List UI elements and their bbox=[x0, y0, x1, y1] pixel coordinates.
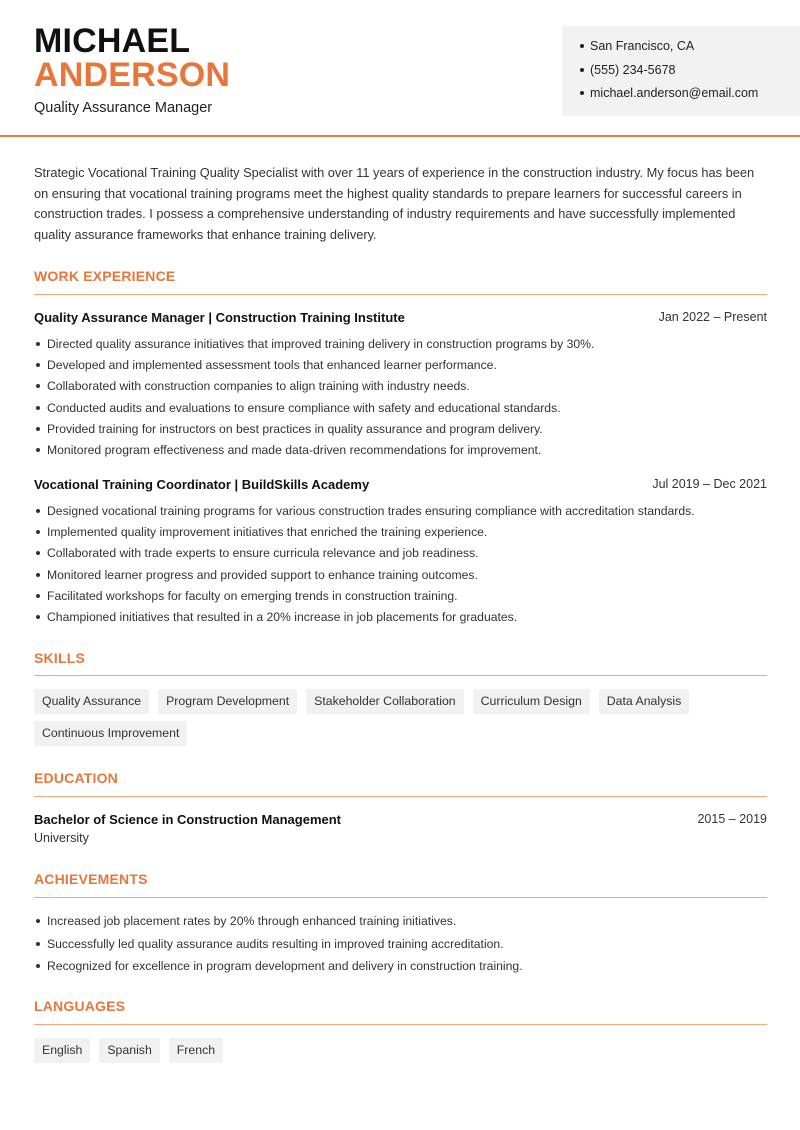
language-chip: French bbox=[169, 1038, 223, 1063]
language-chip: Spanish bbox=[99, 1038, 159, 1063]
job-bullets bbox=[34, 503, 767, 630]
section-title-education: EDUCATION bbox=[34, 770, 118, 786]
list-item: Facilitated workshops for faculty on emerging trends in construction training. bbox=[34, 588, 767, 609]
job-header bbox=[34, 310, 767, 325]
profile-summary: Strategic Vocational Training Quality Specialist with over 11 years of experience in the construction industry. My focus has been on ensuring that vocational training programs meet the highest quality standards to prepare learners for successful careers in construction trades. I possess a comprehensive understanding of industry requirements and have successfully implemented quality assurance frameworks that enhance training delivery. bbox=[34, 165, 755, 242]
list-item: Recognized for excellence in program development and delivery in construction training. bbox=[34, 958, 767, 981]
resume-header bbox=[0, 0, 800, 137]
skill-chip: Data Analysis bbox=[599, 689, 690, 714]
job-bullets bbox=[34, 336, 767, 463]
list-item: Collaborated with construction companies to align training with industry needs. bbox=[34, 378, 767, 399]
list-item: Implemented quality improvement initiatives that enriched the training experience. bbox=[34, 524, 767, 545]
skill-chip: Curriculum Design bbox=[473, 689, 590, 714]
languages-list bbox=[34, 1038, 767, 1063]
contact-location: San Francisco, CA bbox=[580, 38, 800, 62]
last-name: ANDERSON bbox=[34, 56, 231, 94]
skill-chip: Program Development bbox=[158, 689, 297, 714]
section-divider bbox=[34, 675, 767, 676]
education-degree: Bachelor of Science in Construction Management bbox=[34, 812, 341, 827]
job-role: Vocational Training Coordinator | BuildSkills Academy bbox=[34, 477, 370, 492]
section-title-achievements: ACHIEVEMENTS bbox=[34, 871, 148, 887]
education-school: University bbox=[34, 831, 89, 845]
section-divider bbox=[34, 294, 767, 295]
job-header bbox=[34, 477, 767, 492]
list-item: Successfully led quality assurance audits resulting in improved training accreditation. bbox=[34, 936, 767, 959]
section-divider bbox=[34, 796, 767, 797]
section-title-work: WORK EXPERIENCE bbox=[34, 268, 176, 284]
list-item: Provided training for instructors on best practices in quality assurance and program delivery. bbox=[34, 421, 767, 442]
list-item: Directed quality assurance initiatives that improved training delivery in construction programs by 30%. bbox=[34, 336, 767, 357]
job-role: Quality Assurance Manager | Construction Training Institute bbox=[34, 310, 405, 325]
section-divider bbox=[34, 1024, 767, 1025]
section-title-languages: LANGUAGES bbox=[34, 998, 126, 1014]
skill-chip: Quality Assurance bbox=[34, 689, 149, 714]
education-dates: 2015 – 2019 bbox=[697, 812, 767, 826]
list-item: Increased job placement rates by 20% through enhanced training initiatives. bbox=[34, 913, 767, 936]
job-dates: Jul 2019 – Dec 2021 bbox=[652, 477, 767, 491]
language-chip: English bbox=[34, 1038, 90, 1063]
education-header bbox=[34, 812, 767, 827]
skills-list bbox=[34, 689, 767, 746]
job-dates: Jan 2022 – Present bbox=[658, 310, 767, 324]
list-item: Collaborated with trade experts to ensure curricula relevance and job readiness. bbox=[34, 545, 767, 566]
job-title: Quality Assurance Manager bbox=[34, 100, 213, 116]
achievement-bullets bbox=[34, 913, 767, 981]
first-name: MICHAEL bbox=[34, 22, 191, 60]
list-item: Monitored program effectiveness and made data-driven recommendations for improvement. bbox=[34, 442, 767, 463]
section-title-skills: SKILLS bbox=[34, 650, 85, 666]
list-item: Conducted audits and evaluations to ensure compliance with safety and educational standards. bbox=[34, 400, 767, 421]
contact-box bbox=[562, 26, 800, 116]
list-item: Monitored learner progress and provided support to enhance training outcomes. bbox=[34, 567, 767, 588]
section-divider bbox=[34, 897, 767, 898]
contact-email: michael.anderson@email.com bbox=[580, 85, 800, 109]
list-item: Championed initiatives that resulted in a 20% increase in job placements for graduates. bbox=[34, 609, 767, 630]
contact-phone: (555) 234-5678 bbox=[580, 62, 800, 86]
list-item: Developed and implemented assessment tools that enhanced learner performance. bbox=[34, 357, 767, 378]
list-item: Designed vocational training programs for various construction trades ensuring compliance with accreditation standards. bbox=[34, 503, 767, 524]
skill-chip: Stakeholder Collaboration bbox=[306, 689, 464, 714]
skill-chip: Continuous Improvement bbox=[34, 721, 187, 746]
